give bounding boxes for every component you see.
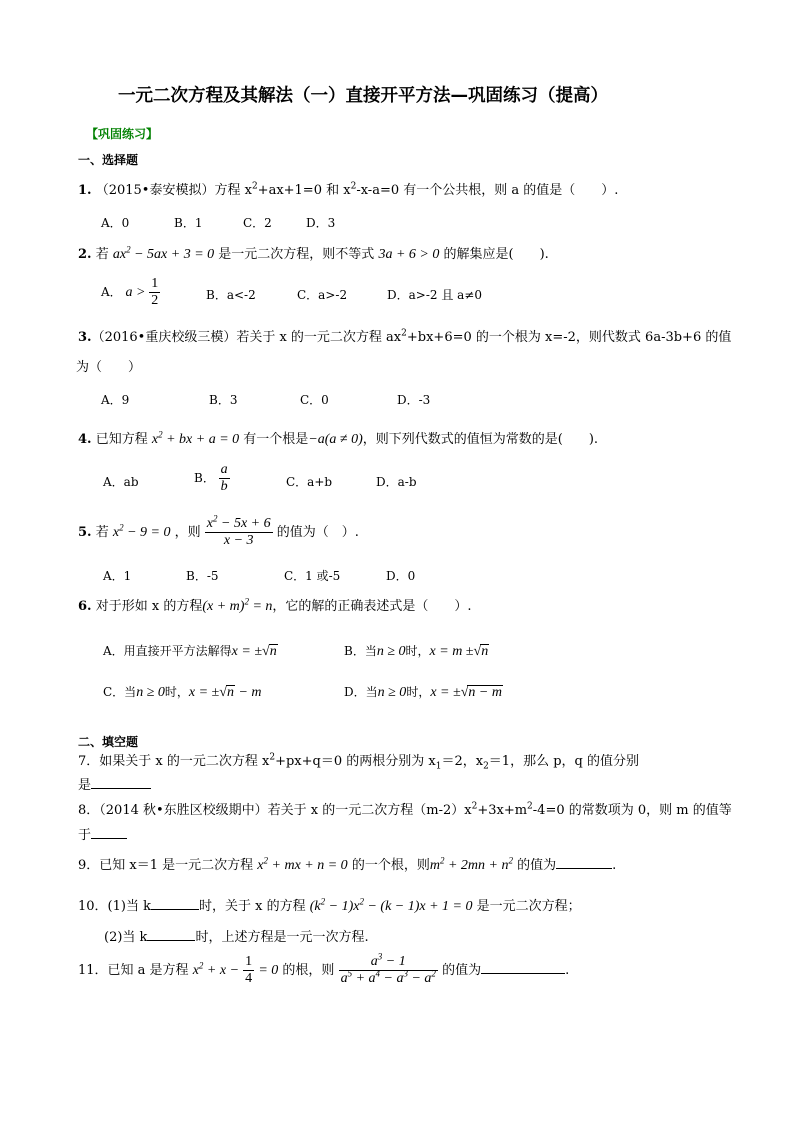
question-text: +bx+6=0 的一个根为 x=-2，则代数式 6a-3b+6 的值	[406, 330, 732, 345]
question-2	[78, 244, 549, 263]
question-number: 2.	[78, 247, 92, 262]
page-title: 一元二次方程及其解法（一）直接开平方法—巩固练习（提高）	[118, 86, 608, 106]
practice-header: 【巩固练习】	[86, 127, 159, 141]
q3-option-a: A．9	[101, 393, 130, 407]
fraction: $\frac{1}{4}$	[245, 954, 253, 986]
math-expression: $(x + m)^2 = n$	[202, 596, 273, 614]
q4-option-c: C．a+b	[286, 475, 333, 489]
q6-option-d: D．当n ≥ 0时，x = ±√n − m	[344, 685, 502, 700]
question-text: -x-a=0 有一个公共根，则 a 的值是（ ）.	[356, 183, 619, 198]
answer-blank[interactable]	[481, 961, 565, 974]
question-text: 已知方程	[95, 432, 148, 447]
question-3-continued: 为（ ）	[76, 360, 142, 375]
exponent: 2	[350, 181, 357, 192]
question-number: 11．	[78, 963, 108, 978]
answer-blank[interactable]	[151, 897, 199, 910]
fraction: $\frac{1}{2}$	[151, 276, 159, 308]
q6-option-b: B．当n ≥ 0时，x = m ±√n	[344, 644, 489, 659]
q2-option-b: B．a<-2	[206, 288, 256, 302]
q1-option-c: C．2	[243, 216, 272, 230]
fraction: $\frac{a}{b}$	[220, 462, 228, 494]
q5-option-b: B．-5	[186, 569, 219, 583]
q3-option-d: D．-3	[397, 393, 431, 407]
question-number: 3.	[78, 330, 92, 345]
question-number: 10．	[78, 899, 108, 914]
answer-blank[interactable]	[91, 776, 151, 789]
question-text: ，它的解的正确表述式是（ ）.	[272, 599, 472, 614]
math-expression: −a(a ≠ 0)	[308, 432, 363, 447]
math-expression: $x^2$ + mx + n = 0	[257, 855, 348, 873]
question-number: 1.	[78, 183, 92, 198]
q4-option-d: D．a-b	[376, 475, 417, 489]
q6-option-c: C．当n ≥ 0时，x = ±√n − m	[103, 685, 262, 700]
question-text: ，则	[174, 525, 201, 540]
q2-option-c: C．a>-2	[297, 288, 348, 302]
exponent: 2	[401, 328, 407, 339]
question-text: 若	[95, 247, 109, 262]
question-number: 9．	[78, 858, 100, 873]
question-10-part-1: 10．(1)当 k 时，关于 x 的方程 $(k^2 - 1)x^2 - (k - 1)x + 1 = 0$ 是一元二次方程；	[78, 896, 581, 914]
question-text: 若	[95, 525, 109, 540]
math-expression: $m^2 + 2mn + n^2$	[429, 855, 513, 873]
q1-option-a: A．0	[101, 216, 130, 230]
question-9: 9．已知 x＝1 是一元二次方程 $x^2$ + mx + n = 0 的一个根，则$m^2 + 2mn + n^2$ 的值为 .	[78, 855, 617, 873]
math-expression: $(k^2 - 1)x^2 - (k - 1)x + 1 = 0$	[309, 896, 473, 914]
question-text: +ax+1=0 和 x	[257, 183, 351, 198]
question-text: （2015•泰安模拟）方程 x	[95, 183, 252, 198]
answer-blank[interactable]	[556, 856, 612, 869]
q2-option-a: A． a > $\frac{1}{2}$	[101, 276, 159, 308]
question-text: （2016•重庆校级三模）若关于 x 的一元二次方程 ax	[91, 330, 402, 345]
answer-blank[interactable]	[147, 928, 195, 941]
question-text: 对于形如 x 的方程	[95, 599, 203, 614]
q3-option-c: C．0	[300, 393, 329, 407]
q1-option-b: B．1	[174, 216, 203, 230]
question-5	[78, 513, 359, 549]
question-number: 4.	[78, 432, 92, 447]
fraction: $\frac{x^2 - 5x + 6}{x - 3}$	[206, 513, 271, 548]
question-text: 的值为（ ）.	[276, 525, 359, 540]
question-number: 5.	[78, 525, 92, 540]
question-number: 8．	[78, 803, 100, 818]
q5-option-d: D．0	[386, 569, 416, 583]
math-expression: 3a + 6 > 0	[378, 247, 440, 262]
question-11: 11．已知 a 是方程 $x^2 + x$ − $\frac{1}{4}$ = 0 的根，则 $\frac{a^3 - 1}{a^5 + a^4 - a^3 - a^2}$ 的值为 .	[78, 951, 570, 986]
question-1	[78, 183, 618, 199]
fraction: $\frac{a^3 - 1}{a^5 + a^4 - a^3 - a^2}$	[340, 951, 436, 986]
q2-option-d: D．a>-2 且 a≠0	[387, 288, 482, 302]
math-expression: $x^2 - 9 = 0$	[112, 522, 171, 540]
question-number: 6.	[78, 599, 92, 614]
math-expression: $x^2$ + bx + a = 0	[151, 429, 240, 447]
q5-option-c: C．1 或-5	[284, 569, 341, 583]
question-text: 是一元二次方程，则不等式	[218, 247, 375, 262]
exponent: 2	[251, 181, 258, 192]
question-3	[78, 330, 731, 346]
section-multiple-choice: 一、选择题	[78, 153, 139, 167]
question-10-part-2: (2)当 k 时，上述方程是一元一次方程.	[104, 930, 369, 945]
question-8: 8．（2014 秋•东胜区校级期中）若关于 x 的一元二次方程$(m-2)x^2+3x+m^2-4=0$ 的常数项为 0，则 m 的值等	[78, 801, 732, 818]
question-7-continued: 是	[78, 776, 151, 794]
q1-option-d: D．3	[306, 216, 336, 230]
section-fill-blank: 二、填空题	[78, 735, 139, 749]
q4-option-b: B． $\frac{a}{b}$	[194, 462, 228, 494]
question-number: 7．	[78, 754, 100, 769]
q6-option-a: A．用直接开平方法解得x = ±√n	[103, 644, 277, 659]
question-text: 的解集应是( ).	[443, 247, 549, 262]
q4-option-a: A．ab	[103, 475, 139, 489]
question-8-continued: 于	[78, 826, 127, 844]
question-text: 有一个根是	[243, 432, 309, 447]
question-6	[78, 596, 472, 615]
math-expression: $ax^2 - 5ax + 3 = 0$	[112, 244, 215, 262]
q3-option-b: B．3	[209, 393, 238, 407]
q5-option-a: A．1	[103, 569, 132, 583]
answer-blank[interactable]	[91, 826, 127, 839]
question-text: ，则下列代数式的值恒为常数的是( ).	[362, 432, 599, 447]
question-7: 7．如果关于 x 的一元二次方程 $x^2+px+q=0$ 的两根分别为 $x_1=2$，$x_2=1$，那么 p，q 的值分别	[78, 752, 639, 772]
math-expression: $x^2 + x$ −	[192, 960, 240, 978]
question-4	[78, 429, 599, 448]
